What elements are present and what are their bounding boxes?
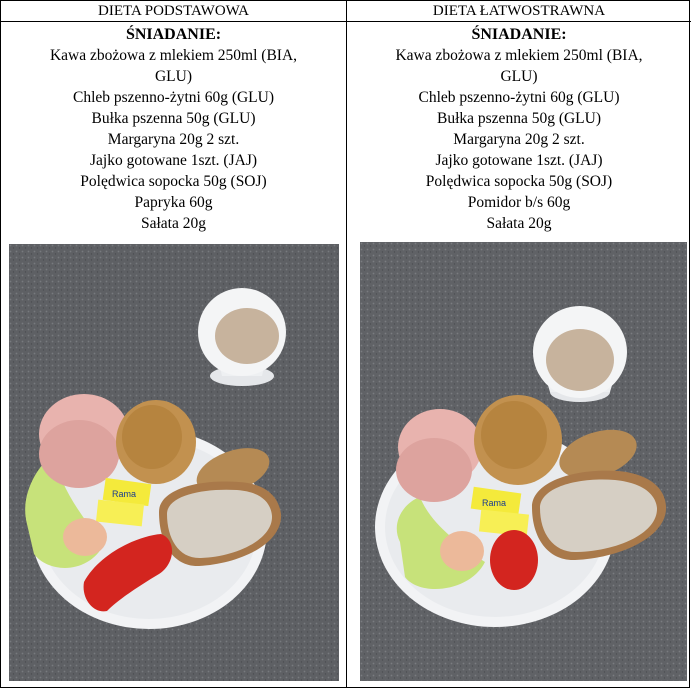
meal-photo <box>9 244 339 681</box>
menu-list <box>347 22 691 234</box>
menu-item: Sałata 20g <box>141 215 206 232</box>
column-easy-diet <box>347 1 691 687</box>
menu-item: Jajko gotowane 1szt. (JAJ) <box>89 152 258 169</box>
column-header: DIETA PODSTAWOWA <box>1 1 346 22</box>
menu-item: Jajko gotowane 1szt. (JAJ) <box>435 152 603 169</box>
menu-item: GLU) <box>154 68 193 85</box>
menu-item: Papryka 60g <box>134 194 213 211</box>
menu-item: GLU) <box>500 68 538 85</box>
column-basic-diet <box>1 1 347 687</box>
meal-photo-illustration <box>9 244 339 681</box>
menu-item: Pomidor b/s 60g <box>467 194 571 211</box>
butter-label: Rama <box>482 498 507 508</box>
meal-photo <box>360 242 687 681</box>
menu-item: Margaryna 20g 2 szt. <box>107 131 240 148</box>
meal-photo-illustration <box>360 242 687 681</box>
menu-item: Kawa zbożowa z mlekiem 250ml (BIA, <box>395 47 643 64</box>
menu-item: Chleb pszenno-żytni 60g (GLU) <box>418 89 620 106</box>
meal-title: ŚNIADANIE: <box>471 26 567 43</box>
menu-item: Chleb pszenno-żytni 60g (GLU) <box>72 89 275 106</box>
meal-title: ŚNIADANIE: <box>125 26 222 43</box>
menu-list <box>1 22 346 234</box>
column-header: DIETA ŁATWOSTRAWNA <box>347 1 691 22</box>
menu-item: Margaryna 20g 2 szt. <box>453 131 585 148</box>
menu-item: Polędwica sopocka 50g (SOJ) <box>80 173 267 190</box>
menu-item: Kawa zbożowa z mlekiem 250ml (BIA, <box>49 47 298 64</box>
menu-item: Polędwica sopocka 50g (SOJ) <box>425 173 613 190</box>
butter-label: Rama <box>112 489 137 499</box>
menu-item: Sałata 20g <box>486 215 552 232</box>
menu-item: Bułka pszenna 50g (GLU) <box>437 110 601 127</box>
menu-item: Bułka pszenna 50g (GLU) <box>91 110 256 127</box>
